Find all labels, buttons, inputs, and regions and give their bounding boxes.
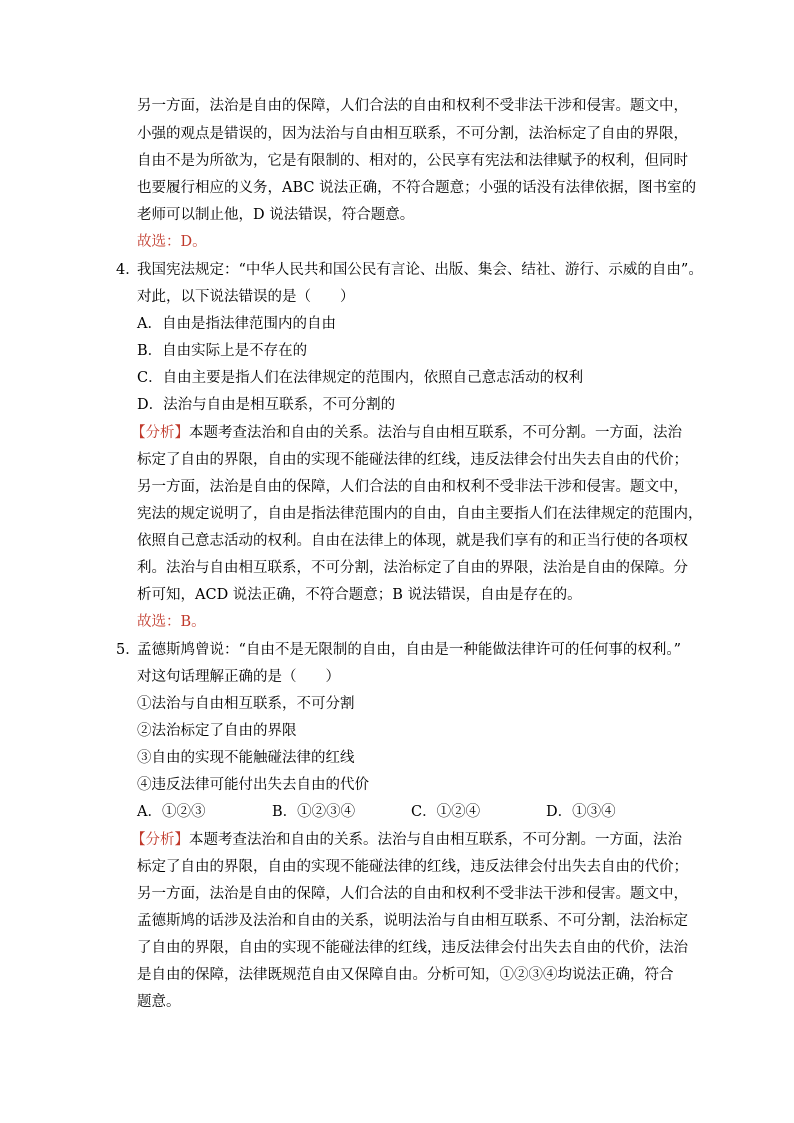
- prev-analysis-line: 自由不是为所欲为，它是有限制的、相对的，公民享有宪法和法律赋予的权利，但同时: [137, 153, 688, 169]
- prev-answer: 故选：D。: [137, 234, 207, 250]
- q5-analysis-line: 题意。: [137, 994, 181, 1010]
- q4-analysis-line: 另一方面，法治是自由的保障，人们合法的自由和权利不受非法干涉和侵害。题文中，: [137, 479, 688, 495]
- analysis-tag: 【分析】: [131, 425, 189, 441]
- q5-analysis-first: [131, 830, 682, 850]
- q5-analysis-text: 本题考查法治和自由的关系。法治与自由相互联系，不可分割。一方面，法治: [189, 832, 682, 848]
- q4-answer: 故选：B。: [137, 614, 206, 630]
- q5-analysis-line: 是自由的保障，法律既规范自由又保障自由。分析可知，①②③④均说法正确，符合: [137, 967, 674, 983]
- q5-item-4: ④违反法律可能付出失去自由的代价: [137, 777, 369, 793]
- q4-analysis-line: 标定了自由的界限，自由的实现不能碰法律的红线，违反法律会付出失去自由的代价；: [137, 452, 688, 468]
- q5-choice-d: D．①③④: [546, 804, 616, 820]
- q4-stem: 我国宪法规定：“中华人民共和国公民有言论、出版、集会、结社、游行、示威的自由”。: [137, 262, 703, 278]
- q4-stem-cont: 对此，以下说法错误的是（ ）: [137, 289, 355, 305]
- q5-analysis-line: 了自由的界限，自由的实现不能碰法律的红线，违反法律会付出失去自由的代价，法治: [137, 940, 688, 956]
- q4-analysis-line: 依照自己意志活动的权利。自由在法律上的体现，就是我们享有的和正当行使的各项权: [137, 533, 688, 549]
- q5-analysis-line: 另一方面，法治是自由的保障，人们合法的自由和权利不受非法干涉和侵害。题文中，: [137, 886, 688, 902]
- prev-analysis-line: 老师可以制止他，D 说法错误，符合题意。: [137, 207, 415, 223]
- q4-option-a: A．自由是指法律范围内的自由: [137, 316, 336, 332]
- q5-analysis-line: 孟德斯鸠的话涉及法治和自由的关系，说明法治与自由相互联系、不可分割，法治标定: [137, 913, 688, 929]
- q4-analysis-first: [131, 423, 682, 443]
- q4-option-d: D．法治与自由是相互联系，不可分割的: [137, 397, 396, 413]
- q5-choice-a: A．①②③: [137, 804, 206, 820]
- q5-choice-c: C．①②④: [411, 804, 481, 820]
- prev-analysis-line: 小强的观点是错误的，因为法治与自由相互联系，不可分割，法治标定了自由的界限，: [137, 126, 688, 142]
- prev-analysis-line: 也要履行相应的义务，ABC 说法正确，不符合题意；小强的话没有法律依据，图书室的: [137, 180, 697, 196]
- prev-analysis-line: 另一方面，法治是自由的保障，人们合法的自由和权利不受非法干涉和侵害。题文中，: [137, 98, 688, 114]
- q5-item-1: ①法治与自由相互联系，不可分割: [137, 696, 355, 712]
- q4-number: 4．: [116, 262, 140, 278]
- q5-item-2: ②法治标定了自由的界限: [137, 723, 297, 739]
- q4-analysis-line: 析可知，ACD 说法正确，不符合题意；B 说法错误，自由是存在的。: [137, 587, 582, 603]
- q5-item-3: ③自由的实现不能触碰法律的红线: [137, 750, 355, 766]
- q5-stem: 孟德斯鸠曾说：“自由不是无限制的自由，自由是一种能做法律许可的任何事的权利。”: [137, 642, 682, 658]
- q5-stem-cont: 对这句话理解正确的是（ ）: [137, 669, 340, 685]
- analysis-tag: 【分析】: [131, 832, 189, 848]
- q4-option-c: C．自由主要是指人们在法律规定的范围内，依照自己意志活动的权利: [137, 370, 584, 386]
- q5-choice-b: B．①②③④: [272, 804, 356, 820]
- q4-analysis-line: 利。法治与自由相互联系，不可分割，法治标定了自由的界限，法治是自由的保障。分: [137, 560, 688, 576]
- q5-number: 5．: [116, 642, 140, 658]
- q4-analysis-line: 宪法的规定说明了，自由是指法律范围内的自由，自由主要指人们在法律规定的范围内，: [137, 506, 703, 522]
- q4-analysis-text: 本题考查法治和自由的关系。法治与自由相互联系，不可分割。一方面，法治: [189, 425, 682, 441]
- q4-option-b: B．自由实际上是不存在的: [137, 343, 308, 359]
- q5-analysis-line: 标定了自由的界限，自由的实现不能碰法律的红线，违反法律会付出失去自由的代价；: [137, 859, 688, 875]
